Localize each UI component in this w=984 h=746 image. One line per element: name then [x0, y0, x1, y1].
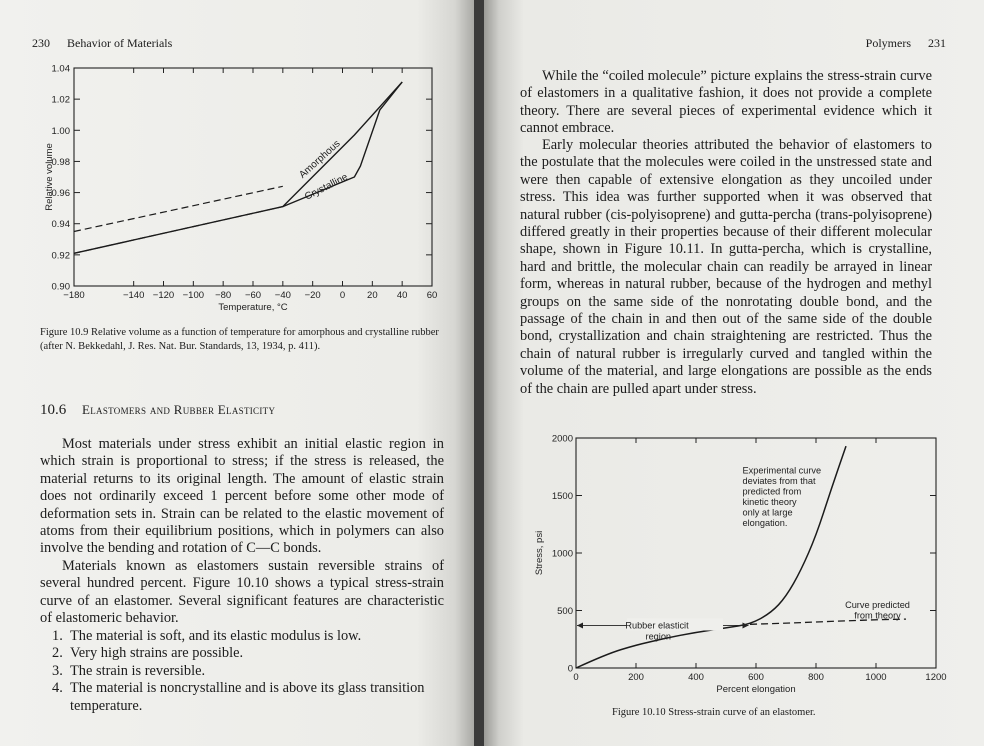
x-tick-label: −100 — [182, 290, 205, 301]
series-amorphous — [74, 82, 402, 253]
y-tick-label: 1.00 — [51, 125, 70, 137]
left-running-head — [32, 36, 172, 51]
x-tick-label: 60 — [426, 290, 438, 301]
annotation-theory: Curve predicted from theory — [845, 600, 910, 621]
x-tick-label: −60 — [244, 290, 262, 301]
right-paragraph-2: Early molecular theories attributed the behavior of elastomers to the postulate that the molecules were coiled in the unstressed state and were then capable of extensive elongation as they uncoiled under stress. This idea was further supported when it was observed that natural rubber (cis-polyisoprene) and gutta-percha (trans-polyisoprene) differed greatly in their properties because of their different molecular shape, shown in Figure 10.11. In gutta-percha, which is crystalline, hard and brittle, the molecular chain can readily be arrayed in linear form, whereas in natural rubber, because of the hydrogen and methyl groups on the same side of the nonrotating double bond, and the passage of the chain in and then out of the same side of the double bond, crystallization and chain straightening are restricted. Thus the chain of natural rubber is irregularly curved and tangled within the volume of the material, and large elongations are possible as the ends of the chain are pulled apart under stress. — [520, 137, 932, 397]
x-tick-label: −120 — [152, 290, 175, 301]
y-tick-label: 1000 — [551, 548, 573, 560]
x-tick-label: 40 — [396, 290, 408, 301]
section-number: 10.6 — [40, 402, 67, 418]
y-tick-label: 0.96 — [51, 188, 70, 200]
x-tick-label: 400 — [688, 672, 704, 683]
x-tick-label: −20 — [304, 290, 321, 301]
y-axis-label: Relative volume — [44, 143, 55, 211]
x-tick-label: −40 — [274, 290, 291, 301]
x-axis-label: Percent elongation — [716, 684, 796, 695]
elastomer-features-list — [52, 628, 452, 715]
right-page — [484, 0, 984, 746]
right-page-number: 231 — [928, 36, 946, 50]
annotation-region: Rubber elasticit region — [625, 620, 689, 642]
y-tick-label: 0.90 — [51, 281, 70, 293]
y-axis-label: Stress, psi — [534, 530, 545, 576]
y-tick-label: 1500 — [551, 491, 573, 502]
x-tick-label: 200 — [628, 672, 644, 683]
annotation-crystalline: Crystalline — [303, 171, 350, 203]
section-title: Elastomers and Rubber Elasticity — [82, 402, 276, 417]
right-paragraph-1: While the “coiled molecule” picture explains the stress-strain curve of elastomers in a qualitative fashion, it does not provide a complete theory. There are several pieces of experimental evidence which it cannot embrace. — [520, 68, 932, 137]
annotation-experimental: Experimental curve deviates from that predicted from kinetic theory only at large elongation. — [742, 465, 822, 529]
x-tick-label: 1200 — [925, 672, 947, 683]
region-arrow-left — [577, 622, 583, 628]
list-item: 4. The material is noncrystalline and is above its glass transition temperature. — [52, 680, 425, 714]
x-axis-label: Temperature, °C — [218, 302, 288, 313]
x-tick-label: 800 — [808, 672, 824, 683]
x-tick-label: 600 — [748, 672, 764, 683]
x-tick-label: −80 — [215, 290, 232, 301]
figure-10-10-caption: Figure 10.10 Stress-strain curve of an elastomer. — [612, 707, 816, 718]
y-tick-label: 0 — [567, 663, 573, 675]
x-tick-label: 1000 — [865, 672, 887, 683]
y-tick-label: 0.92 — [51, 250, 70, 262]
left-paragraph-2: Materials known as elastomers sustain reversible strains of several hundred percent. Figure 10.10 shows a typical stress-strain curve of an elastomer. Several significant features are characteristic of elastomeric behavior. — [40, 558, 444, 627]
list-item: 1. The material is soft, and its elastic modulus is low. — [52, 628, 362, 644]
y-tick-label: 2000 — [551, 433, 573, 445]
left-paragraph-1: Most materials under stress exhibit an initial elastic region in which strain is proportional to stress; if the stress is released, the material returns to its original length. The amount of elastic strain does not ordinarily exceed 1 percent before some other mode of deformation sets in. Strain can be related to the elastic movement of atoms from their equilibrium positions, which in polymers can also involve the bending and rotation of C—C bonds. — [40, 436, 444, 557]
right-running-head — [866, 36, 946, 51]
left-page — [0, 0, 474, 746]
x-tick-label: 0 — [573, 672, 579, 683]
list-item: 3. The strain is reversible. — [52, 662, 206, 679]
figure-10-10-chart — [534, 430, 974, 700]
left-running-title: Behavior of Materials — [67, 36, 173, 50]
annotation-amorphous: Amorphous — [297, 138, 343, 181]
y-tick-label: 0.94 — [51, 219, 70, 231]
y-tick-label: 1.02 — [51, 94, 70, 106]
x-tick-label: 20 — [367, 290, 378, 301]
list-item: 2. Very high strains are possible. — [52, 645, 244, 662]
figure-10-9-chart — [40, 58, 460, 320]
x-tick-label: −180 — [63, 290, 85, 301]
y-tick-label: 500 — [557, 606, 573, 617]
figure-10-9-caption: Figure 10.9 Relative volume as a function of temperature for amorphous and crystalline rubber (after N. Bekkedahl, J. Res. Nat. Bur. Standards, 13, 1934, p. 411). — [40, 327, 439, 352]
plot-frame — [74, 68, 432, 286]
right-running-title: Polymers — [865, 36, 911, 50]
series-extrapolation — [74, 186, 283, 231]
x-tick-label: −140 — [122, 290, 145, 301]
x-tick-label: 0 — [339, 290, 346, 301]
y-tick-label: 1.04 — [51, 63, 70, 75]
section-heading — [40, 402, 275, 419]
left-page-number: 230 — [32, 36, 50, 50]
y-tick-label: 0.98 — [51, 156, 70, 168]
